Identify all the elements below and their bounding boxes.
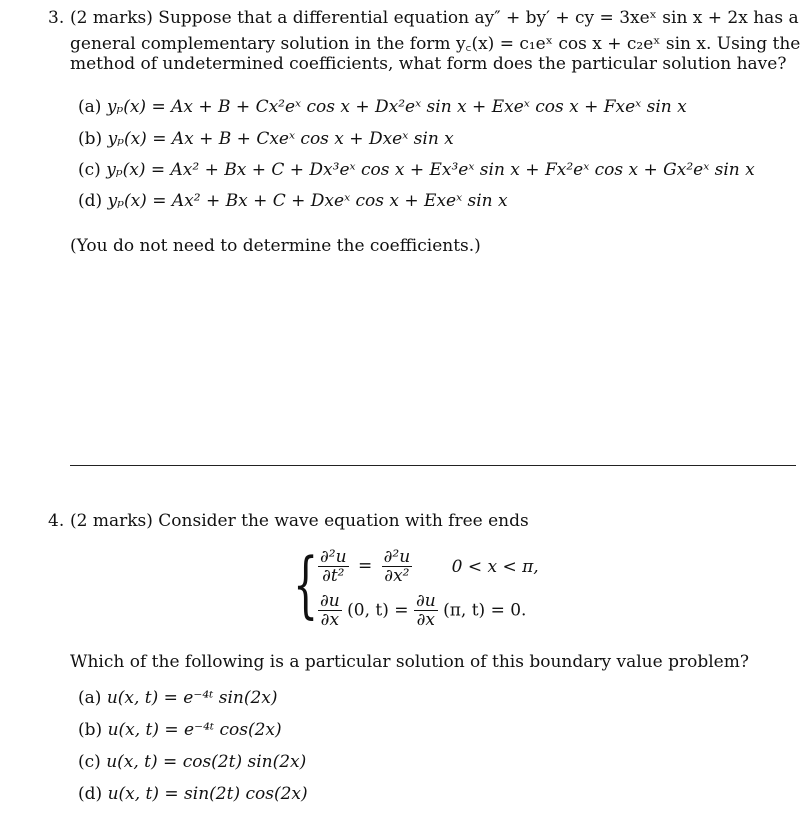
d2u-dx2 [382, 548, 413, 585]
wave-equation: $\frac{\text{∂²u}}{\text{∂t²}}$ = $\frac{\text{∂²u}}{\text{∂x²}}$ 0 < x < π, [320, 547, 539, 586]
option-text: u(x, t) = e⁻⁴ᵗ cos(2x) [107, 720, 282, 740]
option-text: u(x, t) = cos(2t) sin(2x) [106, 752, 307, 772]
q4-heading: (2 marks) Consider the wave equation with free ends [70, 511, 529, 531]
option-label: (d) [78, 191, 103, 211]
option-label: (a) [78, 688, 102, 708]
q4-option-b [78, 720, 282, 740]
du-dx-right [414, 592, 438, 629]
option-text: yₚ(x) = Ax² + Bx + C + Dxeˣ cos x + Exeˣ sin x [107, 191, 508, 211]
q3-line-3: method of undetermined coefficients, what form does the particular solution have? [70, 54, 787, 74]
bc-left-text: (0, t) = [347, 600, 409, 621]
domain-condition: 0 < x < π, [451, 556, 539, 577]
frac-num: ∂²u [320, 547, 347, 567]
q3-line-1: (2 marks) Suppose that a differential equation ay″ + by′ + cy = 3xeˣ sin x + 2x has a [70, 8, 799, 28]
frac-den: ∂t² [322, 566, 345, 586]
q4-option-c [78, 752, 306, 772]
option-text: yₚ(x) = Ax + B + Cxeˣ cos x + Dxeˣ sin x [107, 129, 454, 149]
d2u-dt2 [318, 548, 349, 585]
q4-question: Which of the following is a particular solution of this boundary value problem? [70, 652, 749, 672]
frac-num: ∂u [320, 591, 340, 611]
option-label: (c) [78, 160, 101, 180]
option-text: u(x, t) = e⁻⁴ᵗ sin(2x) [106, 688, 278, 708]
option-label: (d) [78, 784, 103, 804]
q3-number: 3. [48, 8, 65, 28]
q4-option-a [78, 688, 278, 708]
boundary-conditions [318, 592, 526, 629]
q4-number: 4. [48, 511, 65, 531]
q3-option-b [78, 129, 454, 149]
system-brace: { [293, 542, 319, 626]
q3-option-d [78, 191, 508, 211]
option-text: yₚ(x) = Ax² + Bx + C + Dx³eˣ cos x + Ex³eˣ sin x + Fx²eˣ cos x + Gx²eˣ sin x [106, 160, 755, 180]
option-label: (b) [78, 720, 103, 740]
frac-den: ∂x² [384, 566, 410, 586]
frac-num: ∂u [415, 591, 436, 611]
q4-option-d [78, 784, 308, 804]
section-divider [70, 465, 796, 466]
option-label: (a) [78, 97, 102, 117]
du-dx-left [318, 592, 342, 629]
bc-right-text: (π, t) = 0. [443, 600, 527, 621]
q3-option-a [78, 97, 687, 117]
frac-den: ∂x [416, 610, 435, 630]
q3-option-c [78, 160, 755, 180]
option-label: (b) [78, 129, 103, 149]
q3-note: (You do not need to determine the coefficients.) [70, 236, 481, 256]
option-text: u(x, t) = sin(2t) cos(2x) [107, 784, 308, 804]
option-text: yₚ(x) = Ax + B + Cx²eˣ cos x + Dx²eˣ sin x + Exeˣ cos x + Fxeˣ sin x [106, 97, 687, 117]
q3-line-2: general complementary solution in the form y꜀(x) = c₁eˣ cos x + c₂eˣ sin x. Using the [70, 34, 801, 54]
frac-den: ∂x [320, 610, 340, 630]
frac-num: ∂²u [383, 547, 411, 567]
option-label: (c) [78, 752, 101, 772]
